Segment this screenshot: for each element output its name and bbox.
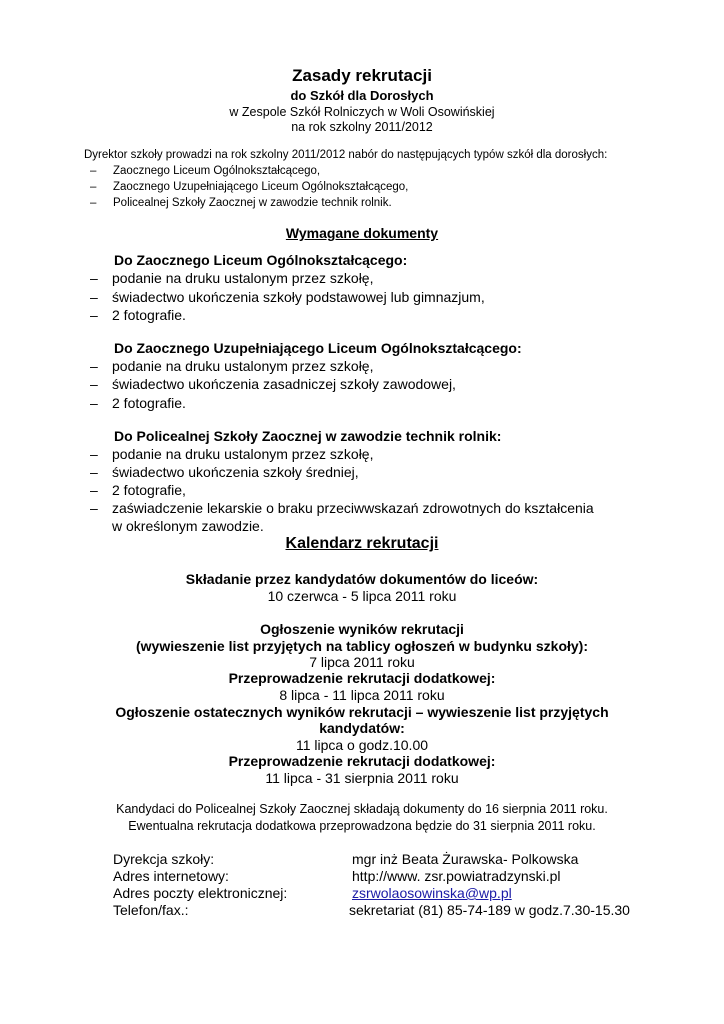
extra-recruitment-date: 8 lipca - 11 lipca 2011 roku	[279, 687, 445, 703]
list-item: 2 fotografie.	[112, 395, 186, 411]
list-item: świadectwo ukończenia zasadniczej szkoły zawodowej,	[112, 376, 456, 392]
school-year: na rok szkolny 2011/2012	[291, 120, 433, 134]
email-link[interactable]: zsrwolaosowinska@wp.pl	[352, 885, 512, 901]
list-item: podanie na druku ustalonym przez szkołę,	[112, 270, 374, 286]
website-label: Adres internetowy:	[113, 868, 229, 884]
documents-heading: Wymagane dokumenty	[285, 225, 439, 241]
list-dash: –	[90, 500, 98, 516]
note-line-2: Ewentualna rekrutacja dodatkowa przeprowadzona będzie do 31 sierpnia 2011 roku.	[128, 819, 596, 833]
list-item: świadectwo ukończenia szkoły podstawowej lub gimnazjum,	[112, 289, 485, 305]
list-item: świadectwo ukończenia szkoły średniej,	[112, 464, 359, 480]
intro-dash: –	[90, 197, 97, 209]
list-dash: –	[90, 376, 98, 392]
results-note: (wywieszenie list przyjętych na tablicy ogłoszeń w budynku szkoły):	[136, 638, 588, 654]
school-name: w Zespole Szkół Rolniczych w Woli Osowińskiej	[229, 105, 495, 119]
intro-text: Dyrektor szkoły prowadzi na rok szkolny 2011/2012 nabór do następujących typów szkół dla dorosłych:	[84, 149, 608, 161]
list-dash: –	[90, 270, 98, 286]
phone-value: sekretariat (81) 85-74-189 w godz.7.30-15.30	[349, 902, 630, 918]
final-results-date: 11 lipca o godz.10.00	[295, 737, 429, 753]
director-label: Dyrekcja szkoły:	[113, 851, 215, 867]
list-item: 2 fotografie.	[112, 307, 186, 323]
section-title: Do Policealnej Szkoły Zaocznej w zawodzie technik rolnik:	[114, 428, 502, 444]
final-results-label: Ogłoszenie ostatecznych wyników rekrutacji – wywieszenie list przyjętych	[115, 704, 609, 720]
list-dash: –	[90, 446, 98, 462]
calendar-heading: Kalendarz rekrutacji	[285, 535, 439, 552]
list-item: podanie na druku ustalonym przez szkołę,	[112, 446, 374, 462]
page-title: Zasady rekrutacji	[292, 66, 432, 85]
list-dash: –	[90, 464, 98, 480]
intro-item: Zaocznego Liceum Ogólnokształcącego,	[113, 165, 321, 177]
intro-dash: –	[90, 181, 97, 193]
results-date: 7 lipca 2011 roku	[309, 654, 415, 670]
submission-label: Składanie przez kandydatów dokumentów do liceów:	[185, 571, 539, 587]
list-dash: –	[90, 358, 98, 374]
website-link[interactable]: http://www. zsr.powiatradzynski.pl	[352, 868, 561, 884]
list-item: 2 fotografie,	[112, 482, 186, 498]
phone-label: Telefon/fax.:	[113, 902, 189, 918]
intro-item: Zaocznego Uzupełniającego Liceum Ogólnokształcącego,	[113, 181, 409, 193]
extra-recruitment-label: Przeprowadzenie rekrutacji dodatkowej:	[228, 670, 496, 686]
note-line-1: Kandydaci do Policealnej Szkoły Zaocznej składają dokumenty do 16 sierpnia 2011 roku.	[116, 802, 608, 816]
extra-recruitment-date-2: 11 lipca - 31 sierpnia 2011 roku	[265, 770, 459, 786]
extra-recruitment-label-2: Przeprowadzenie rekrutacji dodatkowej:	[228, 753, 496, 769]
list-dash: –	[90, 307, 98, 323]
email-label: Adres poczty elektronicznej:	[113, 885, 288, 901]
list-item: zaświadczenie lekarskie o braku przeciwwskazań zdrowotnych do kształcenia	[112, 500, 594, 516]
section-title: Do Zaocznego Liceum Ogólnokształcącego:	[114, 252, 408, 268]
director-value: mgr inż Beata Żurawska- Polkowska	[352, 851, 579, 867]
section-title: Do Zaocznego Uzupełniającego Liceum Ogólnokształcącego:	[114, 340, 522, 356]
final-results-label-cont: kandydatów:	[319, 720, 405, 736]
page-subtitle: do Szkół dla Dorosłych	[290, 88, 434, 103]
intro-dash: –	[90, 165, 97, 177]
list-item: podanie na druku ustalonym przez szkołę,	[112, 358, 374, 374]
list-item-continuation: w określonym zawodzie.	[112, 518, 264, 534]
list-dash: –	[90, 482, 98, 498]
list-dash: –	[90, 395, 98, 411]
results-label: Ogłoszenie wyników rekrutacji	[260, 621, 464, 637]
submission-date: 10 czerwca - 5 lipca 2011 roku	[267, 588, 457, 604]
intro-item: Policealnej Szkoły Zaocznej w zawodzie technik rolnik.	[113, 197, 392, 209]
list-dash: –	[90, 289, 98, 305]
